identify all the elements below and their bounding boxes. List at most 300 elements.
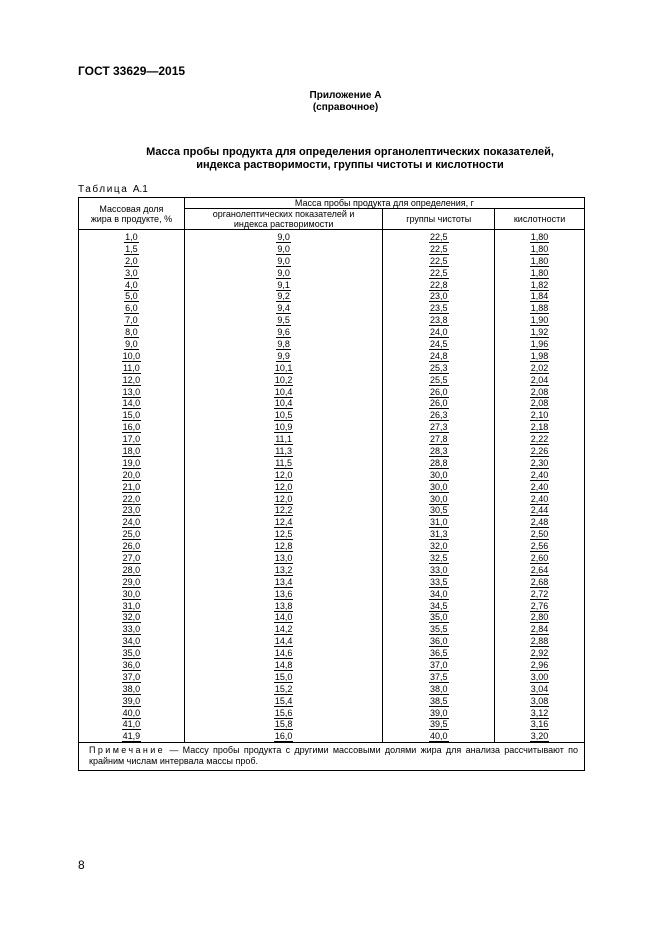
cell-fat-fraction-value: 8,0 (125, 327, 138, 338)
cell-purity-mass-value: 27,3 (430, 422, 448, 433)
cell-purity-mass-value: 23,0 (430, 291, 448, 302)
cell-acidity-mass-value: 3,16 (530, 719, 549, 730)
cell-purity-mass-value: 39,5 (430, 719, 448, 730)
cell-acidity-mass (495, 493, 585, 505)
cell-organoleptic-mass (184, 647, 383, 659)
cell-fat-fraction (79, 600, 185, 612)
table-row (79, 255, 585, 267)
cell-acidity-mass (495, 671, 585, 683)
cell-purity-mass (383, 243, 495, 255)
cell-fat-fraction (79, 267, 185, 279)
cell-organoleptic-mass (184, 302, 383, 314)
cell-acidity-mass-value: 2,44 (530, 505, 549, 516)
table-row (79, 290, 585, 302)
cell-acidity-mass (495, 421, 585, 433)
cell-organoleptic-mass-value: 15,0 (274, 671, 293, 682)
cell-fat-fraction (79, 719, 185, 731)
cell-fat-fraction-value: 33,0 (122, 624, 141, 635)
cell-fat-fraction-value: 41,9 (122, 731, 141, 742)
cell-fat-fraction-value: 11,0 (122, 362, 140, 373)
cell-purity-mass-value: 30,0 (430, 481, 448, 492)
table-row (79, 576, 585, 588)
cell-organoleptic-mass (184, 623, 383, 635)
table-row (79, 386, 585, 398)
table-row (79, 695, 585, 707)
cell-acidity-mass (495, 314, 585, 326)
cell-purity-mass (383, 397, 495, 409)
cell-organoleptic-mass (184, 362, 383, 374)
cell-purity-mass (383, 623, 495, 635)
cell-organoleptic-mass (184, 493, 383, 505)
cell-acidity-mass-value: 3,20 (530, 731, 549, 742)
cell-organoleptic-mass-value: 14,4 (274, 636, 293, 647)
cell-acidity-mass (495, 362, 585, 374)
cell-acidity-mass-value: 1,80 (530, 243, 549, 254)
cell-purity-mass-value: 33,5 (430, 576, 448, 587)
cell-acidity-mass-value: 2,18 (530, 422, 549, 433)
cell-purity-mass-value: 25,5 (430, 374, 448, 385)
cell-organoleptic-mass-value: 9,5 (277, 315, 290, 326)
cell-purity-mass-value: 36,0 (430, 636, 448, 647)
cell-organoleptic-mass (184, 457, 383, 469)
cell-acidity-mass-value: 2,40 (530, 469, 549, 480)
table-row (79, 588, 585, 600)
cell-fat-fraction-value: 28,0 (122, 564, 141, 575)
cell-acidity-mass (495, 730, 585, 742)
cell-fat-fraction-value: 3,0 (125, 267, 138, 278)
cell-acidity-mass (495, 457, 585, 469)
cell-fat-fraction-value: 9,0 (125, 338, 138, 349)
cell-organoleptic-mass (184, 397, 383, 409)
cell-acidity-mass-value: 1,80 (530, 267, 549, 278)
table-row (79, 481, 585, 493)
cell-organoleptic-mass (184, 326, 383, 338)
cell-fat-fraction-value: 1,5 (125, 243, 138, 254)
cell-purity-mass (383, 493, 495, 505)
cell-fat-fraction-value: 24,0 (122, 517, 141, 528)
cell-purity-mass-value: 24,8 (430, 350, 448, 361)
cell-acidity-mass-value: 1,92 (530, 327, 549, 338)
cell-acidity-mass-value: 2,10 (530, 410, 549, 421)
cell-acidity-mass (495, 374, 585, 386)
header-fat-fraction: Массовая доля жира в продукте, % (79, 198, 185, 230)
table-row (79, 504, 585, 516)
cell-organoleptic-mass-value: 13,0 (274, 552, 293, 563)
cell-purity-mass-value: 32,5 (430, 552, 448, 563)
cell-fat-fraction (79, 326, 185, 338)
cell-organoleptic-mass-value: 14,2 (274, 624, 293, 635)
cell-acidity-mass-value: 2,88 (530, 636, 549, 647)
cell-fat-fraction-value: 34,0 (122, 636, 141, 647)
cell-purity-mass (383, 612, 495, 624)
cell-purity-mass (383, 552, 495, 564)
cell-organoleptic-mass-value: 12,2 (274, 505, 293, 516)
cell-purity-mass-value: 38,5 (430, 695, 448, 706)
cell-acidity-mass (495, 564, 585, 576)
cell-fat-fraction-value: 15,0 (122, 410, 141, 421)
cell-fat-fraction (79, 671, 185, 683)
cell-organoleptic-mass-value: 9,6 (277, 327, 290, 338)
header-purity-group: группы чистоты (383, 209, 495, 230)
table-row (79, 243, 585, 255)
cell-organoleptic-mass-value: 13,8 (274, 600, 293, 611)
cell-fat-fraction-value: 21,0 (122, 481, 141, 492)
cell-acidity-mass-value: 2,50 (530, 529, 549, 540)
cell-acidity-mass-value: 2,22 (530, 434, 549, 445)
cell-fat-fraction (79, 314, 185, 326)
cell-fat-fraction-value: 16,0 (122, 422, 141, 433)
cell-acidity-mass (495, 445, 585, 457)
cell-fat-fraction (79, 564, 185, 576)
cell-fat-fraction-value: 26,0 (122, 541, 141, 552)
table-row (79, 647, 585, 659)
cell-organoleptic-mass-value: 10,2 (274, 374, 293, 385)
cell-organoleptic-mass (184, 516, 383, 528)
document-title-line-1: Масса пробы продукта для определения органолептических показателей, (146, 146, 554, 158)
table-row (79, 730, 585, 742)
cell-acidity-mass (495, 397, 585, 409)
table-row (79, 564, 585, 576)
cell-organoleptic-mass (184, 612, 383, 624)
cell-purity-mass-value: 22,5 (430, 231, 448, 242)
cell-purity-mass (383, 457, 495, 469)
cell-purity-mass (383, 302, 495, 314)
cell-purity-mass-value: 33,0 (430, 564, 448, 575)
cell-purity-mass-value: 39,0 (430, 707, 448, 718)
cell-organoleptic-mass (184, 338, 383, 350)
cell-fat-fraction-value: 37,0 (122, 671, 141, 682)
cell-organoleptic-mass-value: 16,0 (274, 731, 293, 742)
table-row (79, 230, 585, 243)
cell-fat-fraction (79, 302, 185, 314)
cell-purity-mass-value: 37,5 (430, 671, 448, 682)
cell-purity-mass (383, 719, 495, 731)
cell-fat-fraction (79, 623, 185, 635)
cell-acidity-mass (495, 433, 585, 445)
cell-purity-mass (383, 469, 495, 481)
cell-acidity-mass-value: 1,80 (530, 231, 549, 242)
cell-purity-mass (383, 659, 495, 671)
cell-purity-mass (383, 230, 495, 243)
cell-purity-mass-value: 28,8 (430, 457, 448, 468)
cell-purity-mass (383, 409, 495, 421)
cell-organoleptic-mass (184, 290, 383, 302)
cell-purity-mass (383, 290, 495, 302)
cell-acidity-mass-value: 2,04 (530, 374, 549, 385)
cell-acidity-mass (495, 612, 585, 624)
cell-organoleptic-mass-value: 11,5 (275, 457, 293, 468)
cell-acidity-mass (495, 707, 585, 719)
table-caption-number: А.1 (132, 184, 148, 195)
cell-fat-fraction (79, 730, 185, 742)
cell-acidity-mass-value: 2,30 (530, 457, 549, 468)
cell-organoleptic-mass-value: 9,9 (277, 350, 290, 361)
cell-organoleptic-mass-value: 12,0 (274, 481, 293, 492)
cell-organoleptic-mass (184, 255, 383, 267)
cell-fat-fraction (79, 576, 185, 588)
table-caption-word: Таблица (78, 184, 129, 195)
note-label: Примечание (89, 745, 166, 756)
table-row (79, 338, 585, 350)
cell-organoleptic-mass (184, 350, 383, 362)
cell-acidity-mass (495, 243, 585, 255)
cell-acidity-mass (495, 659, 585, 671)
table-row (79, 314, 585, 326)
table-row (79, 350, 585, 362)
cell-purity-mass-value: 34,0 (430, 588, 448, 599)
header-organoleptic: органолептических показателей и индекса растворимости (184, 209, 383, 230)
cell-acidity-mass (495, 230, 585, 243)
cell-fat-fraction (79, 457, 185, 469)
cell-purity-mass-value: 40,0 (430, 731, 448, 742)
cell-organoleptic-mass-value: 13,2 (274, 564, 293, 575)
cell-fat-fraction-value: 36,0 (122, 660, 141, 670)
cell-organoleptic-mass (184, 421, 383, 433)
cell-purity-mass-value: 22,8 (430, 279, 448, 290)
cell-organoleptic-mass-value: 9,0 (277, 255, 290, 266)
cell-fat-fraction-value: 32,0 (122, 612, 141, 623)
cell-fat-fraction-value: 25,0 (122, 529, 141, 540)
cell-fat-fraction (79, 469, 185, 481)
sample-mass-table (78, 197, 585, 771)
cell-fat-fraction-value: 13,0 (122, 386, 141, 397)
table-row (79, 326, 585, 338)
cell-acidity-mass (495, 302, 585, 314)
cell-acidity-mass (495, 267, 585, 279)
cell-organoleptic-mass (184, 552, 383, 564)
cell-acidity-mass-value: 3,12 (530, 707, 549, 718)
cell-fat-fraction-value: 41,0 (122, 719, 141, 730)
appendix-title: Приложение А (309, 90, 382, 101)
cell-fat-fraction (79, 445, 185, 457)
cell-purity-mass (383, 588, 495, 600)
table-caption (78, 184, 148, 195)
cell-acidity-mass-value: 2,76 (530, 600, 549, 611)
table-row (79, 421, 585, 433)
cell-purity-mass-value: 24,5 (430, 338, 448, 349)
document-title-line-2: индекса растворимости, группы чистоты и кислотности (196, 159, 504, 171)
cell-organoleptic-mass-value: 10,9 (274, 422, 293, 433)
cell-organoleptic-mass (184, 659, 383, 671)
cell-fat-fraction (79, 683, 185, 695)
cell-purity-mass (383, 481, 495, 493)
cell-fat-fraction (79, 493, 185, 505)
cell-acidity-mass-value: 2,72 (530, 588, 549, 599)
cell-acidity-mass (495, 409, 585, 421)
cell-fat-fraction (79, 540, 185, 552)
cell-purity-mass-value: 26,0 (430, 398, 448, 409)
cell-organoleptic-mass-value: 11,3 (275, 445, 293, 456)
cell-fat-fraction (79, 695, 185, 707)
cell-fat-fraction-value: 6,0 (125, 303, 138, 314)
cell-fat-fraction (79, 528, 185, 540)
cell-purity-mass-value: 30,0 (430, 493, 448, 504)
cell-organoleptic-mass (184, 576, 383, 588)
cell-acidity-mass-value: 1,96 (530, 338, 549, 349)
cell-organoleptic-mass-value: 14,6 (274, 648, 293, 659)
cell-organoleptic-mass (184, 564, 383, 576)
cell-organoleptic-mass (184, 671, 383, 683)
cell-purity-mass-value: 25,3 (430, 362, 448, 373)
cell-fat-fraction-value: 7,0 (125, 315, 138, 326)
cell-fat-fraction (79, 350, 185, 362)
table-row (79, 267, 585, 279)
cell-acidity-mass (495, 279, 585, 291)
table-row (79, 374, 585, 386)
cell-organoleptic-mass-value: 15,2 (274, 683, 293, 694)
cell-purity-mass-value: 35,0 (430, 612, 448, 623)
cell-purity-mass-value: 30,5 (430, 505, 448, 516)
cell-purity-mass (383, 267, 495, 279)
cell-purity-mass-value: 35,5 (430, 624, 448, 635)
page-number: 8 (78, 858, 85, 872)
cell-purity-mass-value: 22,5 (430, 255, 448, 266)
cell-purity-mass (383, 528, 495, 540)
table-row (79, 612, 585, 624)
cell-fat-fraction (79, 612, 185, 624)
table-row (79, 600, 585, 612)
cell-acidity-mass (495, 695, 585, 707)
cell-fat-fraction-value: 19,0 (122, 457, 141, 468)
cell-purity-mass (383, 504, 495, 516)
cell-purity-mass-value: 38,0 (430, 683, 448, 694)
cell-purity-mass-value: 22,5 (430, 243, 448, 254)
table-row (79, 635, 585, 647)
cell-purity-mass (383, 326, 495, 338)
cell-purity-mass-value: 34,5 (430, 600, 448, 611)
cell-acidity-mass-value: 2,92 (530, 648, 549, 659)
cell-fat-fraction-value: 22,0 (122, 493, 141, 504)
cell-organoleptic-mass (184, 504, 383, 516)
cell-organoleptic-mass-value: 12,0 (274, 493, 293, 504)
cell-acidity-mass (495, 635, 585, 647)
cell-fat-fraction-value: 12,0 (122, 374, 141, 385)
cell-fat-fraction (79, 386, 185, 398)
table-body (79, 230, 585, 743)
cell-acidity-mass (495, 516, 585, 528)
cell-purity-mass (383, 683, 495, 695)
cell-fat-fraction (79, 552, 185, 564)
cell-fat-fraction-value: 20,0 (122, 469, 141, 480)
appendix-subtitle: (справочное) (312, 102, 379, 113)
cell-acidity-mass (495, 326, 585, 338)
cell-fat-fraction-value: 1,0 (125, 231, 138, 242)
cell-acidity-mass-value: 2,40 (530, 493, 549, 504)
table-row (79, 457, 585, 469)
cell-organoleptic-mass (184, 481, 383, 493)
cell-organoleptic-mass-value: 10,1 (274, 362, 293, 373)
header-sample-mass-group: Масса пробы продукта для определения, г (184, 198, 584, 209)
cell-acidity-mass (495, 647, 585, 659)
cell-acidity-mass-value: 2,40 (530, 481, 549, 492)
cell-acidity-mass-value: 1,84 (530, 291, 549, 302)
cell-fat-fraction-value: 4,0 (125, 279, 138, 290)
cell-acidity-mass-value: 1,80 (530, 255, 549, 266)
cell-organoleptic-mass (184, 409, 383, 421)
cell-acidity-mass-value: 1,88 (530, 303, 549, 314)
cell-acidity-mass-value: 2,64 (530, 564, 549, 575)
cell-acidity-mass-value: 3,04 (530, 683, 549, 694)
cell-acidity-mass (495, 683, 585, 695)
cell-fat-fraction (79, 255, 185, 267)
cell-fat-fraction (79, 647, 185, 659)
cell-purity-mass (383, 695, 495, 707)
cell-purity-mass (383, 350, 495, 362)
cell-acidity-mass-value: 2,68 (530, 576, 549, 587)
cell-fat-fraction-value: 23,0 (122, 505, 141, 516)
table-row (79, 516, 585, 528)
cell-fat-fraction-value: 14,0 (122, 398, 141, 409)
cell-organoleptic-mass-value: 12,4 (274, 517, 293, 528)
table-row (79, 397, 585, 409)
cell-acidity-mass (495, 623, 585, 635)
cell-purity-mass (383, 564, 495, 576)
cell-acidity-mass (495, 552, 585, 564)
cell-organoleptic-mass-value: 10,4 (274, 398, 293, 409)
cell-organoleptic-mass (184, 469, 383, 481)
cell-organoleptic-mass (184, 230, 383, 243)
table-row (79, 623, 585, 635)
cell-organoleptic-mass-value: 13,6 (274, 588, 293, 599)
cell-fat-fraction (79, 433, 185, 445)
cell-fat-fraction (79, 243, 185, 255)
table-row (79, 445, 585, 457)
cell-acidity-mass (495, 255, 585, 267)
cell-organoleptic-mass (184, 386, 383, 398)
cell-organoleptic-mass (184, 243, 383, 255)
cell-fat-fraction (79, 504, 185, 516)
table-row (79, 362, 585, 374)
table-row (79, 409, 585, 421)
cell-acidity-mass-value: 3,08 (530, 695, 549, 706)
cell-purity-mass-value: 24,0 (430, 327, 448, 338)
cell-fat-fraction (79, 516, 185, 528)
table-row (79, 659, 585, 671)
cell-acidity-mass-value: 2,08 (530, 386, 549, 397)
cell-fat-fraction (79, 659, 185, 671)
cell-fat-fraction-value: 30,0 (122, 588, 141, 599)
cell-organoleptic-mass-value: 12,8 (274, 541, 293, 552)
cell-organoleptic-mass (184, 730, 383, 742)
cell-organoleptic-mass (184, 635, 383, 647)
cell-purity-mass-value: 37,0 (430, 660, 448, 670)
cell-organoleptic-mass (184, 528, 383, 540)
cell-purity-mass (383, 433, 495, 445)
cell-organoleptic-mass (184, 267, 383, 279)
cell-purity-mass (383, 421, 495, 433)
cell-fat-fraction (79, 230, 185, 243)
cell-acidity-mass (495, 504, 585, 516)
cell-organoleptic-mass-value: 15,8 (274, 719, 293, 730)
cell-purity-mass-value: 30,0 (430, 469, 448, 480)
cell-fat-fraction-value: 40,0 (122, 707, 141, 718)
cell-fat-fraction-value: 31,0 (122, 600, 141, 611)
cell-acidity-mass (495, 290, 585, 302)
cell-purity-mass (383, 362, 495, 374)
cell-organoleptic-mass (184, 279, 383, 291)
cell-acidity-mass (495, 481, 585, 493)
cell-acidity-mass-value: 2,26 (530, 445, 549, 456)
cell-fat-fraction (79, 397, 185, 409)
cell-acidity-mass (495, 719, 585, 731)
cell-acidity-mass (495, 469, 585, 481)
cell-organoleptic-mass-value: 14,0 (274, 612, 293, 623)
cell-fat-fraction (79, 409, 185, 421)
cell-organoleptic-mass-value: 9,0 (277, 243, 290, 254)
cell-organoleptic-mass (184, 695, 383, 707)
cell-purity-mass (383, 671, 495, 683)
cell-acidity-mass-value: 1,98 (530, 350, 549, 361)
